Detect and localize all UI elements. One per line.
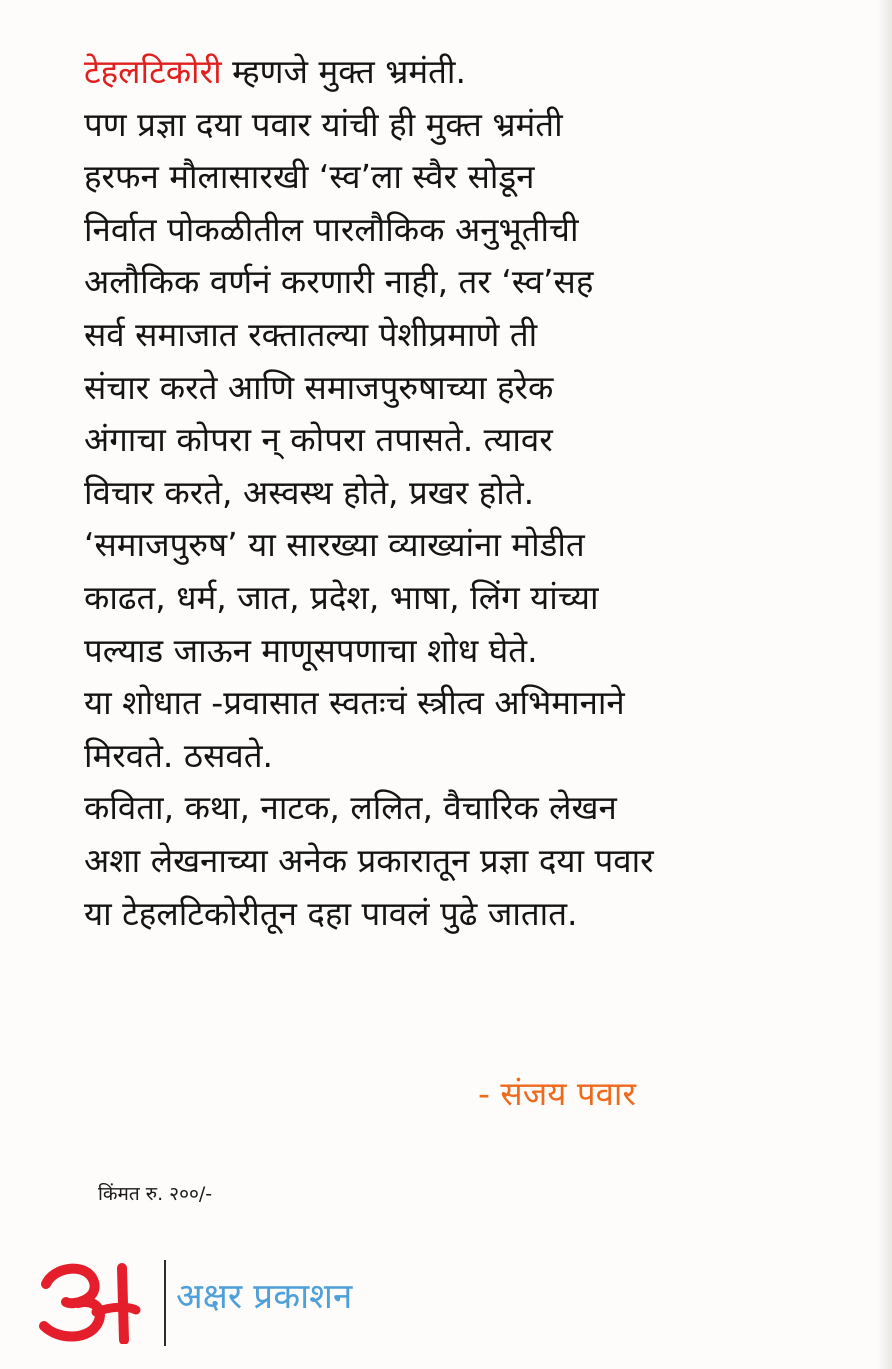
blurb-line: निर्वात पोकळीतील पारलौकिक अनुभूतीची bbox=[84, 209, 579, 249]
page-edge-shadow bbox=[878, 0, 892, 1369]
blurb-line: ‘समाजपुरुष’ या सारख्या व्याख्यांना मोडीत bbox=[84, 525, 585, 565]
blurb-line: या शोधात -प्रवासात स्वतःचं स्त्रीत्व अभिमानाने bbox=[84, 683, 625, 723]
back-cover-blurb bbox=[84, 46, 784, 940]
publisher-logo-icon bbox=[36, 1260, 154, 1344]
price-label: किंमत रु. २००/- bbox=[98, 1183, 213, 1205]
blurb-line: हरफन मौलासारखी ‘स्व’ला स्वैर सोडून bbox=[84, 157, 535, 197]
publisher-divider bbox=[164, 1260, 166, 1346]
blurb-line: अंगाचा कोपरा न् कोपरा तपासते. त्यावर bbox=[84, 420, 553, 460]
blurb-line: कविता, कथा, नाटक, ललित, वैचारिक लेखन bbox=[84, 788, 617, 828]
blurb-line: मिरवते. ठसवते. bbox=[84, 735, 274, 775]
blurb-line-1 bbox=[84, 46, 784, 99]
blurb-line: अशा लेखनाच्या अनेक प्रकारातून प्रज्ञा दया पवार bbox=[84, 840, 654, 880]
blurb-line: संचार करते आणि समाजपुरुषाच्या हरेक bbox=[84, 367, 554, 407]
blurb-line: काढत, धर्म, जात, प्रदेश, भाषा, लिंग यांच्या bbox=[84, 577, 599, 617]
book-title-highlight: टेहलटिकोरी bbox=[84, 52, 222, 91]
publisher-block bbox=[36, 1258, 456, 1348]
blurb-line: पल्याड जाऊन माणूसपणाचा शोध घेते. bbox=[84, 630, 538, 670]
blurb-line: विचार करते, अस्वस्थ होते, प्रखर होते. bbox=[84, 472, 535, 512]
blurb-line-1-rest: म्हणजे मुक्त भ्रमंती. bbox=[221, 52, 466, 91]
blurb-line: सर्व समाजात रक्तातल्या पेशीप्रमाणे ती bbox=[84, 314, 538, 354]
blurb-line: या टेहलटिकोरीतून दहा पावलं पुढे जातात. bbox=[84, 893, 578, 933]
author-credit: - संजय पवार bbox=[478, 1074, 636, 1113]
blurb-line: अलौकिक वर्णनं करणारी नाही, तर ‘स्व’सह bbox=[84, 262, 594, 302]
publisher-name: अक्षर प्रकाशन bbox=[176, 1277, 353, 1317]
blurb-line: पण प्रज्ञा दया पवार यांची ही मुक्त भ्रमंती bbox=[84, 104, 563, 144]
